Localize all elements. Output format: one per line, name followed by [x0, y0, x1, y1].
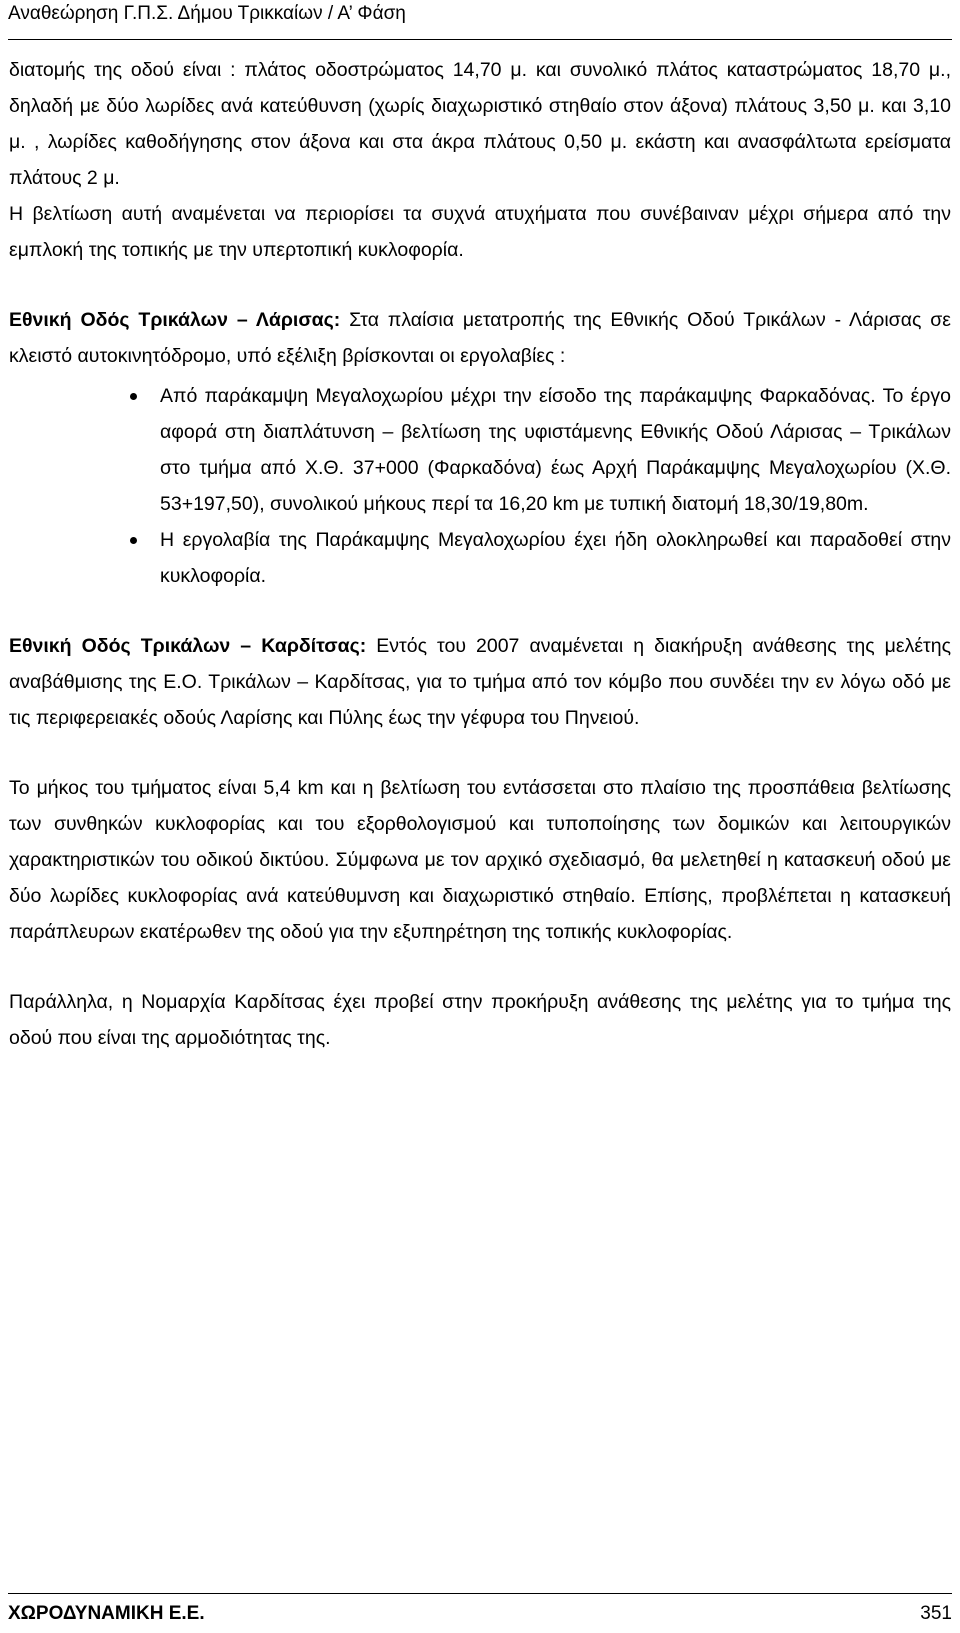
list-item — [9, 378, 951, 522]
paragraph-section-length: Το μήκος του τμήματος είναι 5,4 km και η βελτίωση του εντάσσεται στο πλαίσιο της προσπάθεια βελτίωσης των συνθηκών κυκλοφορίας και του εξορθολογισμού και τυποποίησης των δομικών και λειτουργικών χαρακτηριστικών του οδικού δικτύου. Σύμφωνα με τον αρχικό σχεδιασμό, θα μελετηθεί η κατασκευή οδού με δύο λωρίδες κυκλοφορίας ανά κατεύθυμνση και διαχωριστικό στηθαίο. Επίσης, προβλέπεται η κατασκευή παράπλευρων εκατέρωθεν της οδού για την εξυπηρέτηση της τοπικής κυκλοφορίας. — [9, 777, 951, 943]
page-header — [8, 2, 952, 36]
section-text-trikala-karditsa: Εντός του 2007 αναμένεται η διακήρυξη ανάθεσης της μελέτης αναβάθμισης της Ε.Ο. Τρικάλων – Καρδίτσας, για το τμήμα από τον κόμβο που συνδέει την εν λόγω οδό με τις περιφερειακές οδούς Λαρίσης και Πύλης έως την γέφυρα του Πηνειού. — [9, 635, 951, 729]
section-heading-trikala-karditsa: Εθνική Οδός Τρικάλων – Καρδίτσας: — [9, 635, 367, 657]
page-number: 351 — [920, 1603, 952, 1624]
header-title: Αναθεώρηση Γ.Π.Σ. Δήμου Τρικκαίων / Α’ Φάση — [8, 3, 406, 24]
footer-company-name: ΧΩΡΟΔΥΝΑΜΙΚΗ Ε.Ε. — [8, 1603, 205, 1624]
paragraph-improvement-expectation: Η βελτίωση αυτή αναμένεται να περιορίσει τα συχνά ατυχήματα που συνέβαιναν μέχρι σήμερα από την εμπλοκή της τοπικής με την υπερτοπική κυκλοφορία. — [9, 203, 951, 261]
contracts-list — [9, 378, 951, 594]
paragraph-trikala-karditsa — [9, 628, 951, 736]
section-text-trikala-larisa: Στα πλαίσια μετατροπής της Εθνικής Οδού Τρικάλων - Λάρισας σε κλειστό αυτοκινητόδρομο, υπό εξέλιξη βρίσκονται οι εργολαβίες : — [9, 309, 951, 367]
header-divider — [8, 39, 952, 40]
paragraph-road-cross-section: διατομής της οδού είναι : πλάτος οδοστρώματος 14,70 μ. και συνολικό πλάτος καταστρώματος 18,70 μ., δηλαδή με δύο λωρίδες ανά κατεύθυνση (χωρίς διαχωριστικό στηθαίο στον άξονα) πλάτους 3,50 μ. και 3,10 μ. , λωρίδες καθοδήγησης στον άξονα και στα άκρα πλάτους 0,50 μ. εκάστη και ανασφάλτωτα ερείσματα πλάτους 2 μ. — [9, 59, 951, 189]
list-item-text: Η εργολαβία της Παράκαμψης Μεγαλοχωρίου έχει ήδη ολοκληρωθεί και παραδοθεί στην κυκλοφορία. — [160, 529, 951, 587]
paragraph-prefecture-tender: Παράλληλα, η Νομαρχία Καρδίτσας έχει προβεί στην προκήρυξη ανάθεσης της μελέτης για το τμήμα της οδού που είναι της αρμοδιότητας της. — [9, 991, 951, 1049]
page-footer — [8, 1593, 952, 1631]
list-item — [9, 522, 951, 594]
bullet-icon — [130, 537, 137, 544]
section-heading-trikala-larisa: Εθνική Οδός Τρικάλων – Λάρισας: — [9, 309, 341, 331]
bullet-icon — [130, 393, 137, 400]
paragraph-trikala-larisa — [9, 302, 951, 374]
footer-divider — [8, 1593, 952, 1594]
list-item-text: Από παράκαμψη Μεγαλοχωρίου μέχρι την είσοδο της παράκαμψης Φαρκαδόνας. Το έργο αφορά στη διαπλάτυνση – βελτίωση της υφιστάμενης Εθνικής Οδού Λάρισας – Τρικάλων στο τμήμα από Χ.Θ. 37+000 (Φαρκαδόνα) έως Αρχή Παράκαμψης Μεγαλοχωρίου (Χ.Θ. 53+197,50), συνολικού μήκους περί τα 16,20 km με τυπική διατομή 18,30/19,80m. — [160, 385, 951, 515]
document-body — [9, 52, 951, 1056]
